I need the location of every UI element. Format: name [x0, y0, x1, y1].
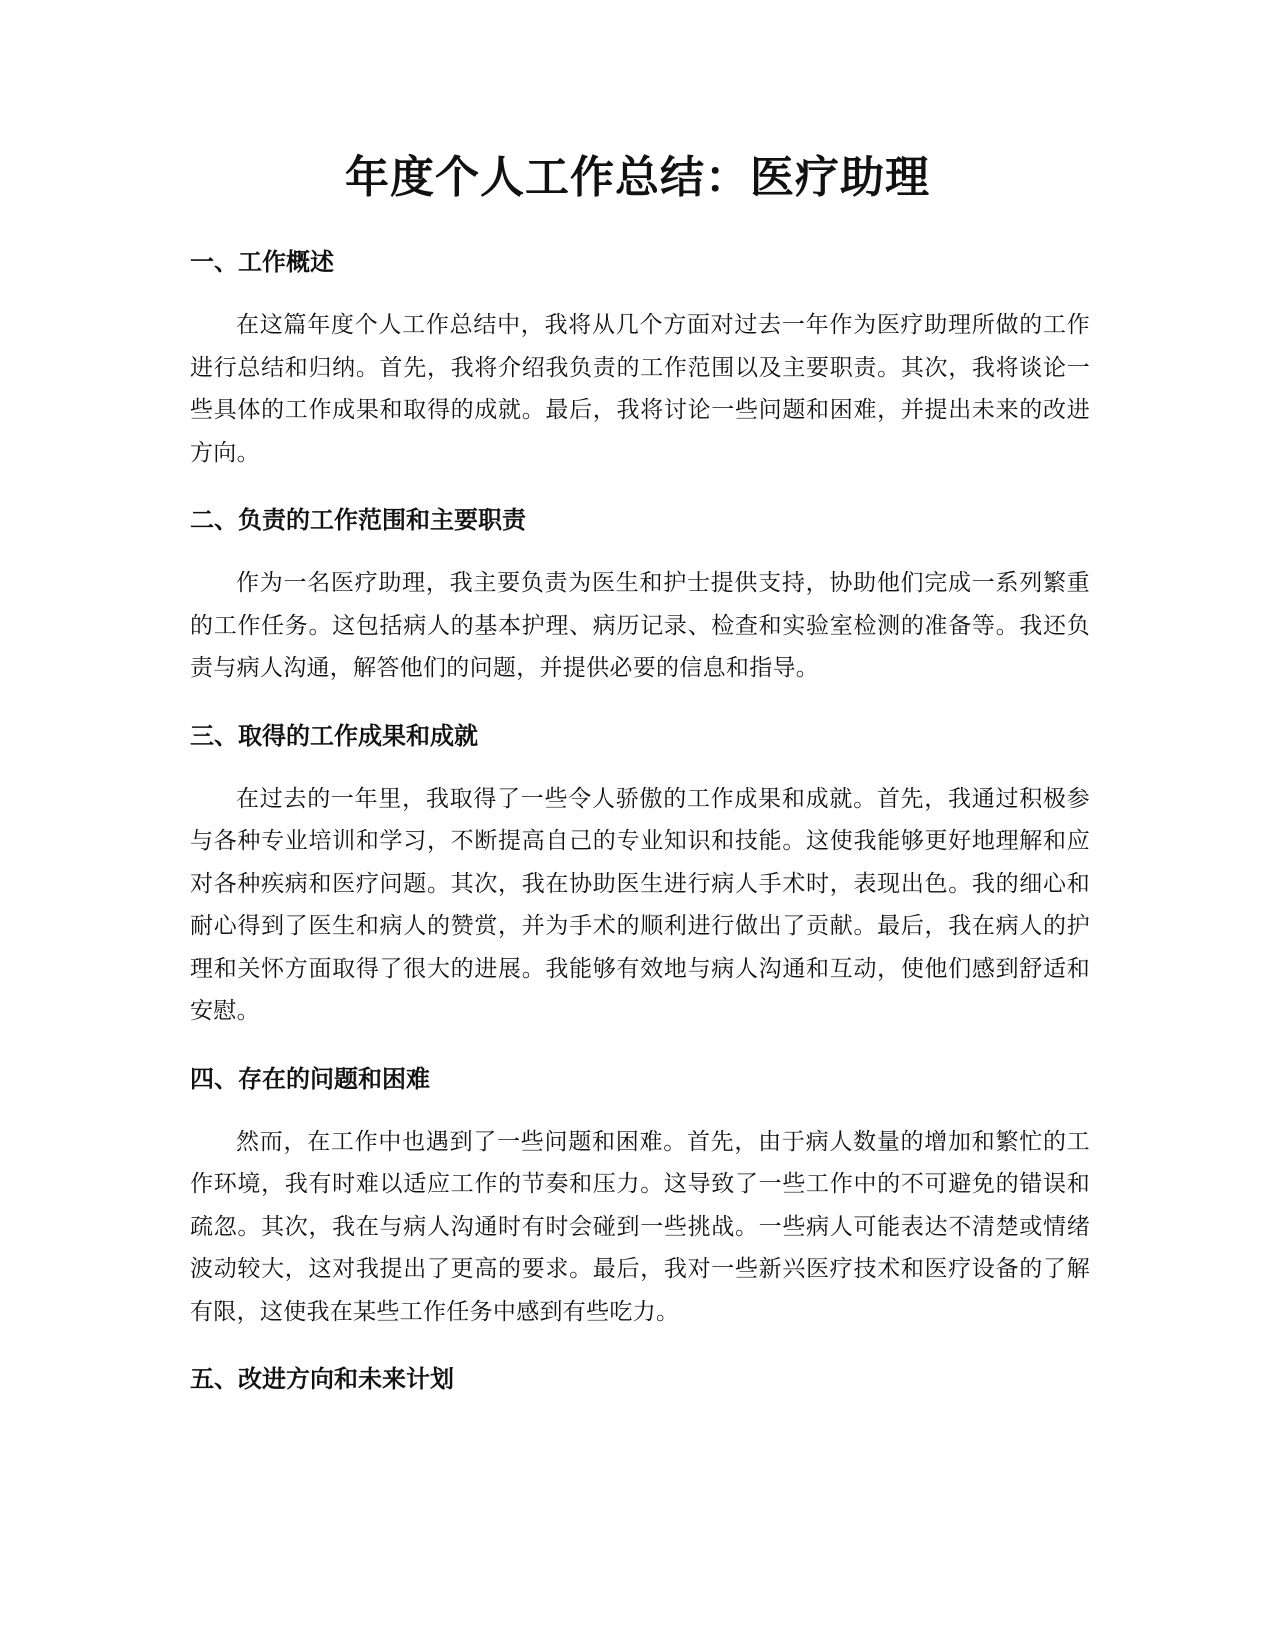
section-paragraph: 在过去的一年里，我取得了一些令人骄傲的工作成果和成就。首先，我通过积极参与各种专业培训和学习，不断提高自己的专业知识和技能。这使我能够更好地理解和应对各种疾病和医疗问题。其次，我在协助医生进行病人手术时，表现出色。我的细心和耐心得到了医生和病人的赞赏，并为手术的顺利进行做出了贡献。最后，我在病人的护理和关怀方面取得了很大的进展。我能够有效地与病人沟通和互动，使他们感到舒适和安慰。 — [190, 785, 1090, 1024]
document-title: 年度个人工作总结：医疗助理 — [345, 152, 930, 203]
section-heading: 三、取得的工作成果和成就 — [190, 721, 478, 750]
section-paragraph: 在这篇年度个人工作总结中，我将从几个方面对过去一年作为医疗助理所做的工作进行总结和归纳。首先，我将介绍我负责的工作范围以及主要职责。其次，我将谈论一些具体的工作成果和取得的成就。最后，我将讨论一些问题和困难，并提出未来的改进方向。 — [190, 312, 1090, 466]
section-problems — [190, 1059, 1090, 1334]
section-future-plans — [190, 1359, 1090, 1399]
section-heading: 一、工作概述 — [190, 248, 334, 276]
section-achievements — [190, 716, 1090, 1033]
section-heading: 二、负责的工作范围和主要职责 — [190, 506, 526, 534]
section-paragraph: 作为一名医疗助理，我主要负责为医生和护士提供支持，协助他们完成一系列繁重的工作任务。这包括病人的基本护理、病历记录、检查和实验室检测的准备等。我还负责与病人沟通，解答他们的问题，并提供必要的信息和指导。 — [190, 570, 1090, 681]
section-heading: 四、存在的问题和困难 — [190, 1064, 430, 1093]
document-content — [190, 242, 1090, 1421]
section-responsibilities — [190, 500, 1090, 690]
section-paragraph: 然而，在工作中也遇到了一些问题和困难。首先，由于病人数量的增加和繁忙的工作环境，我有时难以适应工作的节奏和压力。这导致了一些工作中的不可避免的错误和疏忽。其次，我在与病人沟通时有时会碰到一些挑战。一些病人可能表达不清楚或情绪波动较大，这对我提出了更高的要求。最后，我对一些新兴医疗技术和医疗设备的了解有限，这使我在某些工作任务中感到有些吃力。 — [190, 1128, 1090, 1325]
section-overview — [190, 242, 1090, 474]
section-heading: 五、改进方向和未来计划 — [190, 1365, 454, 1393]
